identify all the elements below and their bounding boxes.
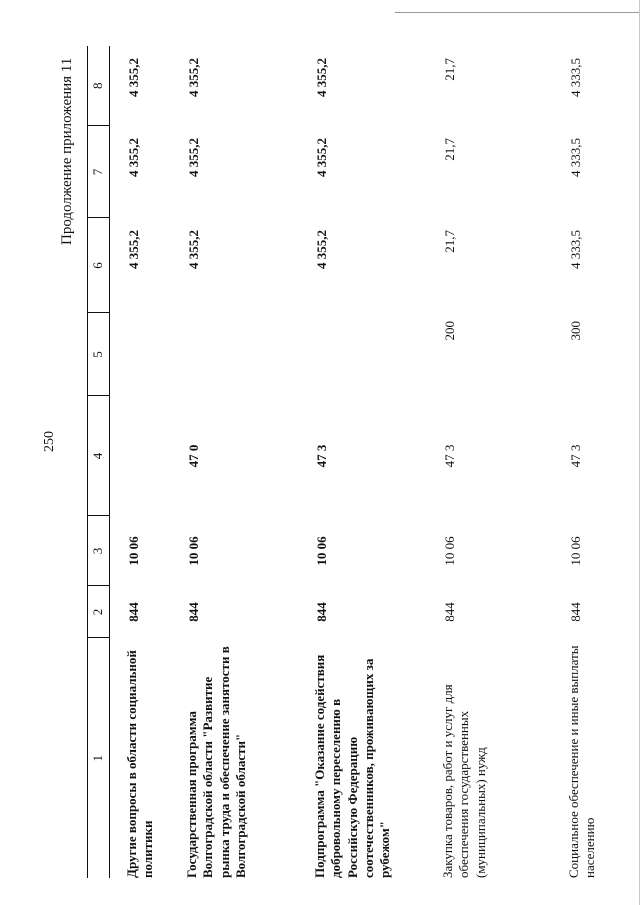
cell-department-code: 844 [186, 602, 201, 622]
cell-target-article: 47 3 [442, 444, 457, 468]
cell-section-code: 10 06 [186, 536, 201, 566]
cell-amount: 4 355,2 [126, 230, 141, 269]
budget-table [87, 46, 618, 878]
cell-amount: 4 355,2 [186, 58, 201, 97]
cell-section-code: 10 06 [314, 536, 329, 566]
column-header: 5 [88, 313, 110, 396]
cell-target-article: 47 0 [186, 444, 201, 468]
row-name: Государственная программа Волгоградской области "Развитие рынка труда и обеспечение занятости в Волгоградской области" [184, 646, 248, 878]
budget-table-container [87, 46, 598, 878]
column-header: 2 [88, 586, 110, 638]
appendix-continuation-label: Продолжение приложения 11 [59, 57, 75, 245]
cell-department-code: 844 [126, 602, 141, 622]
cell-amount: 4 355,2 [314, 138, 329, 177]
column-header: 1 [88, 638, 110, 878]
table-row [110, 46, 171, 878]
cell-amount: 21,7 [442, 138, 457, 161]
cell-department-code: 844 [442, 602, 457, 622]
column-header: 7 [88, 126, 110, 218]
cell-amount: 4 333,5 [568, 230, 583, 269]
cell-amount: 4 333,5 [568, 138, 583, 177]
scan-border-top [395, 12, 640, 13]
column-header: 3 [88, 516, 110, 586]
cell-amount: 4 355,2 [314, 58, 329, 97]
cell-amount: 4 355,2 [126, 138, 141, 177]
column-header: 8 [88, 46, 110, 126]
row-name: Другие вопросы в области социальной политики [124, 650, 156, 878]
cell-amount: 4 355,2 [186, 230, 201, 269]
table-row [170, 46, 298, 878]
row-name: Закупка товаров, работ и услуг для обеспечения государственных (муниципальных) нужд [440, 684, 488, 878]
cell-department-code: 844 [314, 602, 329, 622]
column-header: 6 [88, 218, 110, 313]
row-name: Подпрограмма "Оказание содействия добровольному переселению в Российскую Федерацию соотечественников, проживающих за рубежом" [312, 654, 392, 878]
table-header-row [88, 46, 110, 878]
cell-expense-type [170, 313, 298, 396]
cell-department-code: 844 [568, 602, 583, 622]
column-header: 4 [88, 396, 110, 516]
cell-expense-type: 200 [442, 321, 457, 341]
cell-amount: 21,7 [442, 230, 457, 253]
cell-section-code: 10 06 [568, 536, 583, 566]
page-number: 250 [42, 431, 57, 452]
cell-amount: 4 333,5 [568, 58, 583, 97]
cell-amount: 4 355,2 [314, 230, 329, 269]
cell-expense-type: 300 [568, 321, 583, 341]
cell-amount: 21,7 [442, 58, 457, 81]
cell-amount: 4 355,2 [126, 58, 141, 97]
cell-target-article [110, 396, 171, 516]
table-row [552, 46, 618, 878]
cell-expense-type [298, 313, 426, 396]
cell-section-code: 10 06 [126, 536, 141, 566]
table-row [426, 46, 552, 878]
table-row [298, 46, 426, 878]
cell-amount: 4 355,2 [186, 138, 201, 177]
cell-section-code: 10 06 [442, 536, 457, 566]
cell-target-article: 47 3 [568, 444, 583, 468]
cell-expense-type [110, 313, 171, 396]
row-name: Социальное обеспечение и иные выплаты населению [566, 645, 598, 878]
cell-target-article: 47 3 [314, 444, 329, 468]
